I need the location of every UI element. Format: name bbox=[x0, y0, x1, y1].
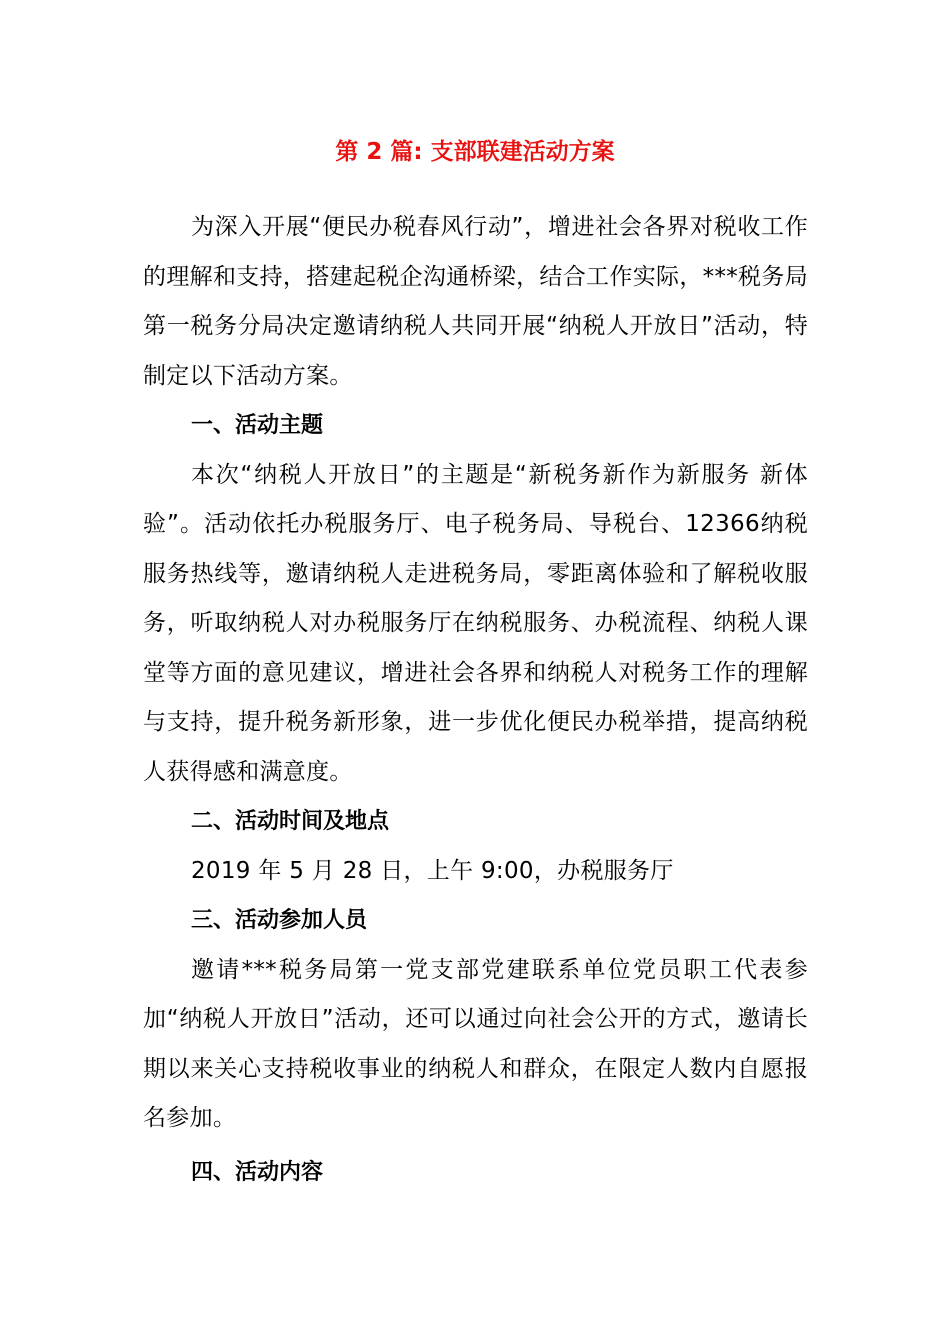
intro-paragraph: 为深入开展“便民办税春风行动”，增进社会各界对税收工作的理解和支持，搭建起税企沟通桥梁，结合工作实际，***税务局第一税务分局决定邀请纳税人共同开展“纳税人开放日”活动，特制定以下活动方案。 bbox=[143, 214, 808, 389]
section-body-time-place: 2019 年 5 月 28 日，上午 9:00，办税服务厅 bbox=[191, 857, 674, 884]
section-heading-content: 四、活动内容 bbox=[191, 1159, 324, 1185]
section-body-participants: 邀请***税务局第一党支部党建联系单位党员职工代表参加“纳税人开放日”活动，还可以通过向社会公开的方式，邀请长期以来关心支持税收事业的纳税人和群众，在限定人数内自愿报名参加。 bbox=[143, 956, 808, 1131]
section-heading-time-place: 二、活动时间及地点 bbox=[191, 809, 390, 834]
section-heading-participants: 三、活动参加人员 bbox=[191, 908, 368, 933]
document-body bbox=[143, 203, 808, 1197]
section-body-theme: 本次“纳税人开放日”的主题是“新税务新作为新服务 新体验”。活动依托办税服务厅、电子税务局、导税台、12366纳税服务热线等，邀请纳税人走进税务局，零距离体验和了解税收服务，听取纳税人对办税服务厅在纳税服务、办税流程、纳税人课堂等方面的意见建议，增进社会各界和纳税人对税务工作的理解与支持，提升税务新形象，进一步优化便民办税举措，提高纳税人获得感和满意度。 bbox=[143, 461, 808, 785]
document-title: 第 2 篇: 支部联建活动方案 bbox=[335, 139, 615, 165]
section-heading-theme: 一、活动主题 bbox=[191, 413, 324, 438]
